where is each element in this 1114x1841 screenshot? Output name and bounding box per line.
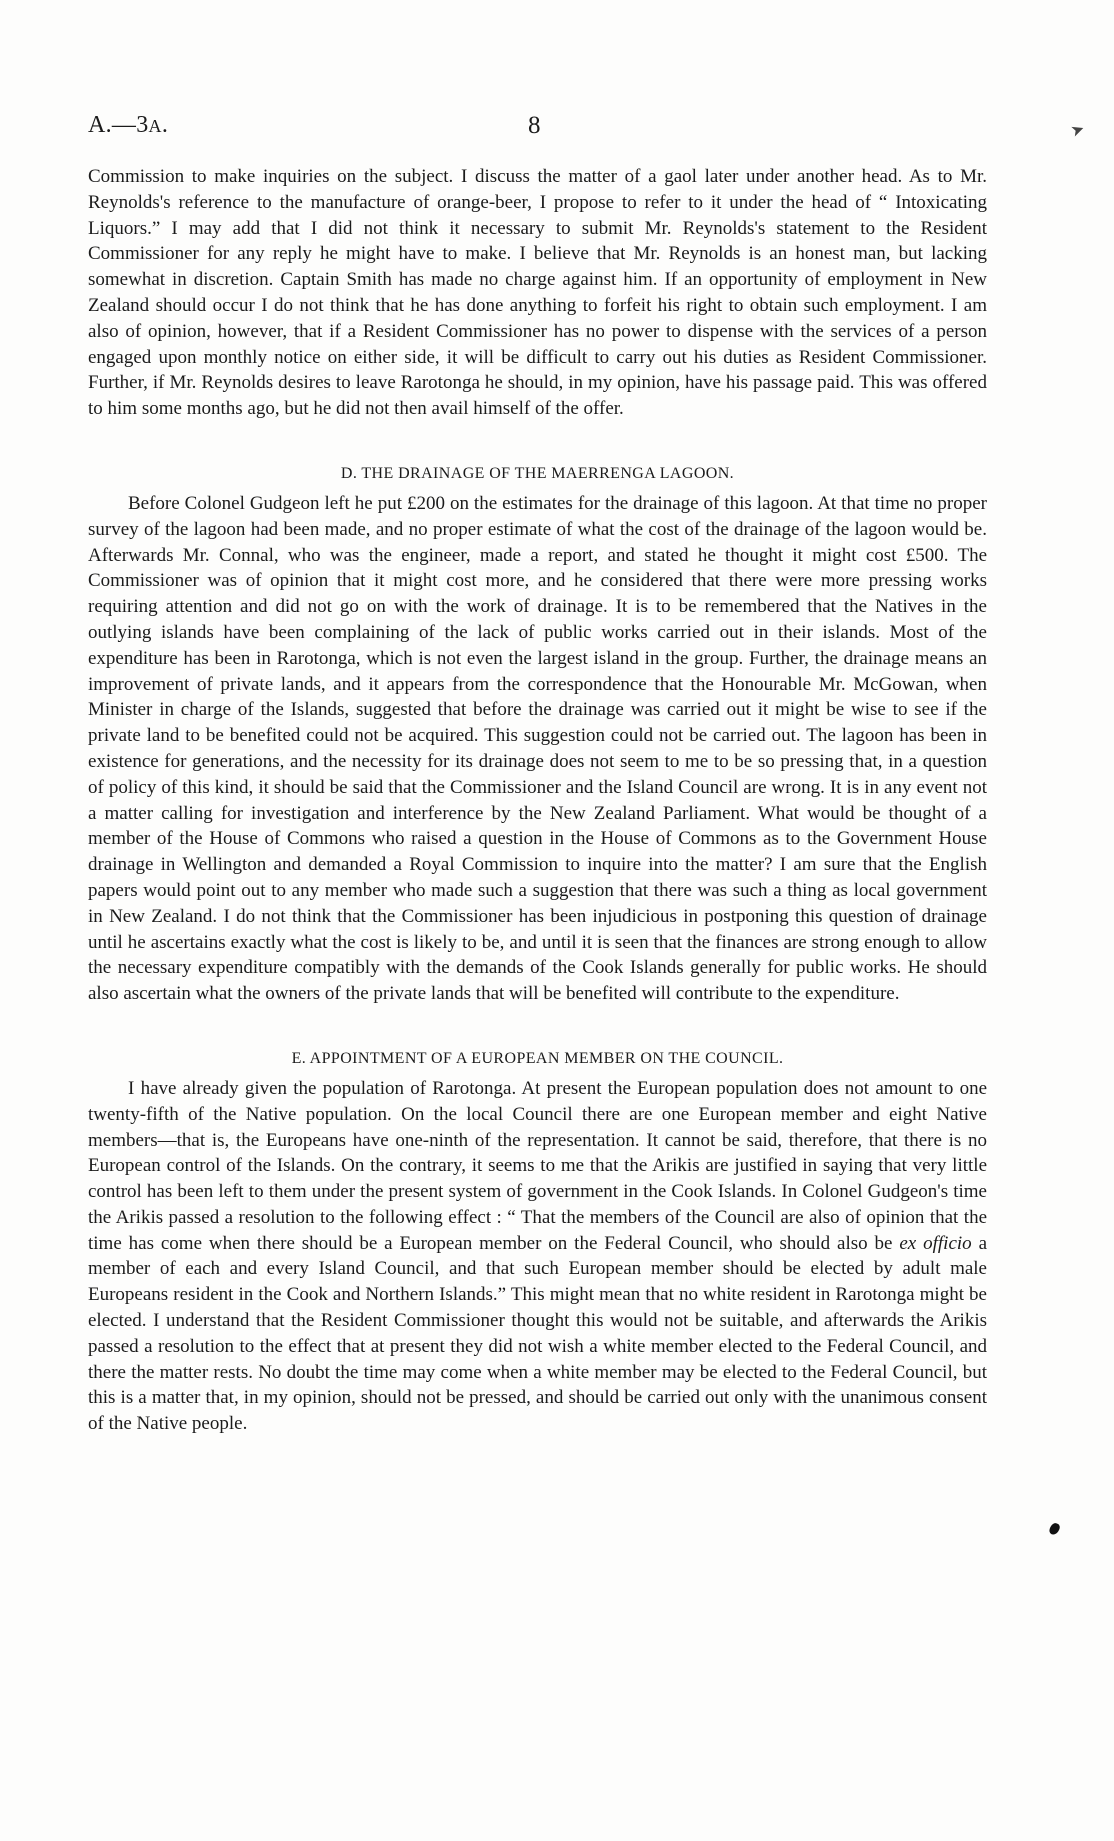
margin-arrow-mark: ➤ xyxy=(1068,120,1087,141)
continued-paragraph: Commission to make inquiries on the subject. I discuss the matter of a gaol later under another head. As to Mr. Reynolds's reference to the manufacture of orange-beer, I propose to refer to it under the head of “ Intoxicating Liquors.” I may add that I did not think it necessary to submit Mr. Reynolds's statement to the Resident Commissioner for any reply he might have to make. I believe that Mr. Reynolds is an honest man, but lacking somewhat in discretion. Captain Smith has made no charge against him. If an opportunity of employment in New Zealand should occur I do not think that he has done anything to forfeit his right to obtain such employment. I am also of opinion, however, that if a Resident Commissioner has no power to dispense with the services of a person engaged upon monthly notice on either side, it will be difficult to carry out his duties as Resident Commissioner. Further, if Mr. Reynolds desires to leave Rarotonga he should, in my opinion, have his passage paid. This was offered to him some months ago, but he did not then avail himself of the offer. xyxy=(88,166,987,420)
page-number: 8 xyxy=(528,112,541,139)
document-reference: A.—3A. xyxy=(88,112,169,138)
reference-suffix: A xyxy=(148,116,162,136)
page-header xyxy=(88,112,988,144)
latin-phrase: ex officio xyxy=(899,1232,972,1254)
section-e-text-part-1: I have already given the population of Rarotonga. At present the European population does not amount to one twenty-fifth of the Native population. On the local Council there are one European member and eight Native members—that is, the Europeans have one-ninth of the representation. It cannot be said, therefore, that there is no European control of the Islands. On the contrary, it seems to me that the Arikis are justified in saying that very little control has been left to them under the present system of government in the Cook Islands. In Colonel Gudgeon's time the Arikis passed a resolution to the following effect : “ That the members of the Council are also of opinion that the time has come when there should be a European member on the Federal Council, who should also be xyxy=(88,1077,987,1254)
ink-blot-mark xyxy=(1048,1522,1061,1537)
section-e-text-part-2: a member of each and every Island Council, and that such European member should be elected by adult male Europeans resident in the Cook and Northern Islands.” This might mean that no white resident in Rarotonga might be elected. I understand that the Resident Commissioner thought this would not be suitable, and afterwards the Arikis passed a resolution to the effect that at present they did not wish a white member elected to the Federal Council, and there the matter rests. No doubt the time may come when a white member may be elected to the Federal Council, but this is a matter that, in my opinion, should not be pressed, and should be carried out only with the unanimous consent of the Native people. xyxy=(88,1232,987,1435)
section-e-paragraph xyxy=(88,1076,987,1437)
section-e-heading: E. APPOINTMENT OF A EUROPEAN MEMBER ON THE COUNCIL. xyxy=(291,1049,784,1067)
document-body xyxy=(88,164,987,1437)
section-d-paragraph: Before Colonel Gudgeon left he put £200 on the estimates for the drainage of this lagoon. At that time no proper survey of the lagoon had been made, and no proper estimate of what the cost of the drainage of the lagoon would be. Afterwards Mr. Connal, who was the engineer, made a report, and stated he thought it might cost £500. The Commissioner was of opinion that it might cost more, and he considered that there were more pressing works requiring attention and did not go on with the work of drainage. It is to be remembered that the Natives in the outlying islands have been complaining of the lack of public works carried out in their islands. Most of the expenditure has been in Rarotonga, which is not even the largest island in the group. Further, the drainage means an improvement of private lands, and it appears from the correspondence that the Honourable Mr. McGowan, when Minister in charge of the Islands, suggested that before the drainage was carried out it might be wise to see if the private land to be benefited could not be acquired. This suggestion could not be carried out. The lagoon has been in existence for generations, and the necessity for its drainage does not seem to me to be so pressing that, in a question of policy of this kind, it should be said that the Commissioner and the Island Council are wrong. It is in any event not a matter calling for investigation and interference by the New Zealand Parliament. What would be thought of a member of the House of Commons who raised a question in the House of Commons as to the Government House drainage in Wellington and demanded a Royal Commission to inquire into the matter? I am sure that the English papers would point out to any member who made such a suggestion that there was such a thing as local government in New Zealand. I do not think that the Commissioner has been injudicious in postponing this question of drainage until he ascertains exactly what the cost is likely to be, and until it is seen that the finances are strong enough to allow the necessary expenditure compatibly with the demands of the Cook Islands generally for public works. He should also ascertain what the owners of the private lands that will be benefited will contribute to the expenditure. xyxy=(88,492,987,1005)
section-d-heading: D. THE DRAINAGE OF THE MAERRENGA LAGOON. xyxy=(340,464,735,482)
